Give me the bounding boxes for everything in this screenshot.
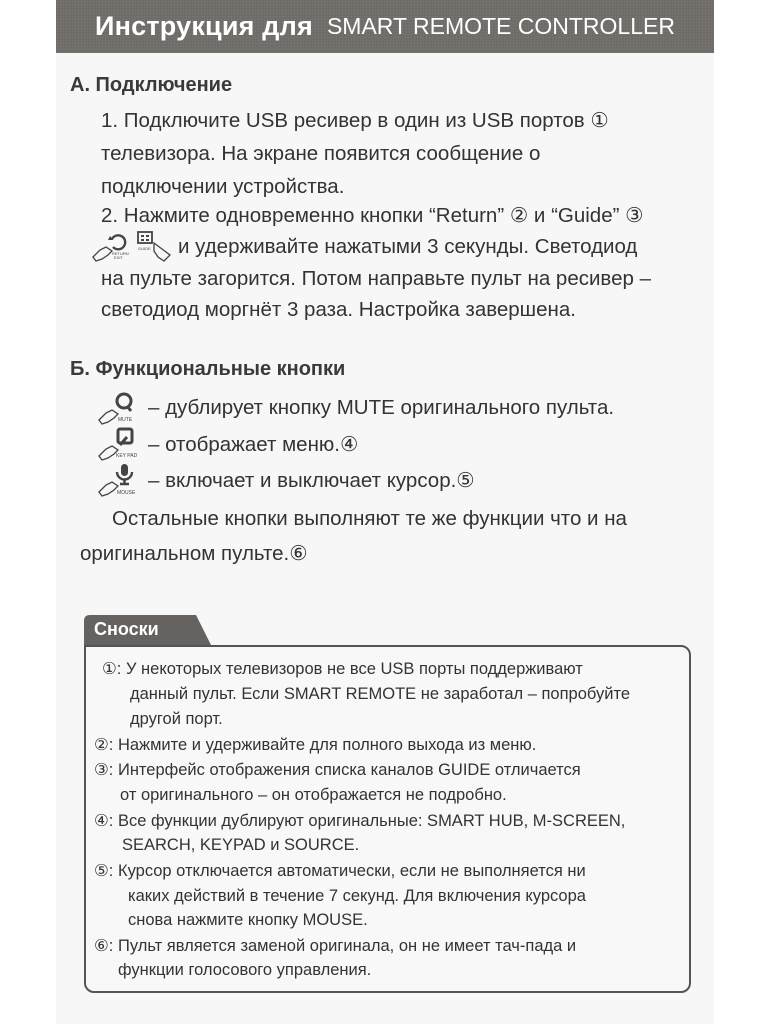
svg-text:MOUSE: MOUSE [117, 490, 136, 496]
mouse-button-icon [96, 462, 142, 498]
header-title-ru: Инструкция для [95, 11, 313, 41]
header-bar [56, 0, 714, 53]
note-5-line2: каких действий в течение 7 секунд. Для включения курсора [128, 887, 586, 905]
note-4-line1: ④: Все функции дублируют оригинальные: SMART HUB, M-SCREEN, [94, 812, 626, 830]
step2-line2 [90, 229, 637, 263]
svg-text:KEY PAD: KEY PAD [116, 453, 138, 459]
function-item-keypad [96, 426, 358, 462]
note-1-line2: данный пульт. Если SMART REMOTE не заработал – попробуйте [130, 685, 631, 703]
step1-line3: подключении устройства. [101, 175, 345, 198]
svg-text:MUTE: MUTE [118, 417, 133, 423]
svg-text:RETURN: RETURN [112, 251, 129, 256]
step2-line2-text: и удерживайте нажатыми 3 секунды. Светодиод [178, 234, 638, 258]
remark-line2: оригинальном пульте.⑥ [80, 542, 308, 565]
step1-line2: телевизора. На экране появится сообщение о [101, 142, 541, 165]
svg-text:EXIT: EXIT [114, 255, 123, 260]
note-5-line1: ⑤: Курсор отключается автоматически, если не выполняется ни [94, 862, 586, 880]
guide-button-icon [134, 229, 174, 263]
note-3-line1: ③: Интерфейс отображения списка каналов GUIDE отличается [94, 761, 581, 779]
step2-line1: 2. Нажмите одновременно кнопки “Return” ② и “Guide” ③ [101, 204, 644, 227]
function-item-mute [96, 390, 614, 426]
note-3-line2: от оригинального – он отображается не подробно. [120, 786, 507, 804]
step2-line3: на пульте загорится. Потом направьте пульт на ресивер – [101, 267, 651, 290]
instruction-page [56, 0, 714, 1024]
notes-tab [84, 615, 210, 646]
note-6-line2: функции голосового управления. [118, 961, 372, 979]
keypad-button-icon [96, 426, 142, 462]
mute-button-icon [96, 390, 142, 426]
header-title-en: SMART REMOTE CONTROLLER [326, 13, 675, 39]
note-1-line1: ①: У некоторых телевизоров не все USB порты поддерживают [102, 660, 583, 678]
notes-box [84, 645, 691, 993]
note-6-line1: ⑥: Пульт является заменой оригинала, он не имеет тач-пада и [94, 937, 577, 955]
svg-text:GUIDE: GUIDE [138, 246, 151, 251]
notes-title: Сноски [94, 619, 159, 639]
section-a-title: А. Подключение [70, 74, 233, 96]
note-5-line3: снова нажмите кнопку MOUSE. [128, 911, 368, 929]
return-exit-button-icon [90, 229, 130, 263]
step1-line1: 1. Подключите USB ресивер в один из USB портов ① [101, 109, 609, 132]
note-4-line2: SEARCH, KEYPAD и SOURCE. [122, 836, 360, 854]
function-item-mute-text: – дублирует кнопку MUTE оригинального пульта. [148, 396, 615, 419]
note-2-line1: ②: Нажмите и удерживайте для полного выхода из меню. [94, 736, 537, 754]
function-item-mouse [96, 462, 475, 498]
note-1-line3: другой порт. [130, 710, 223, 728]
step2-line4: светодиод моргнёт 3 раза. Настройка завершена. [101, 298, 576, 321]
function-item-mouse-text: – включает и выключает курсор.⑤ [148, 468, 475, 492]
section-b-title: Б. Функциональные кнопки [70, 358, 346, 380]
remark-line1: Остальные кнопки выполняют те же функции что и на [112, 507, 627, 530]
function-item-keypad-text: – отображает меню.④ [148, 432, 359, 456]
